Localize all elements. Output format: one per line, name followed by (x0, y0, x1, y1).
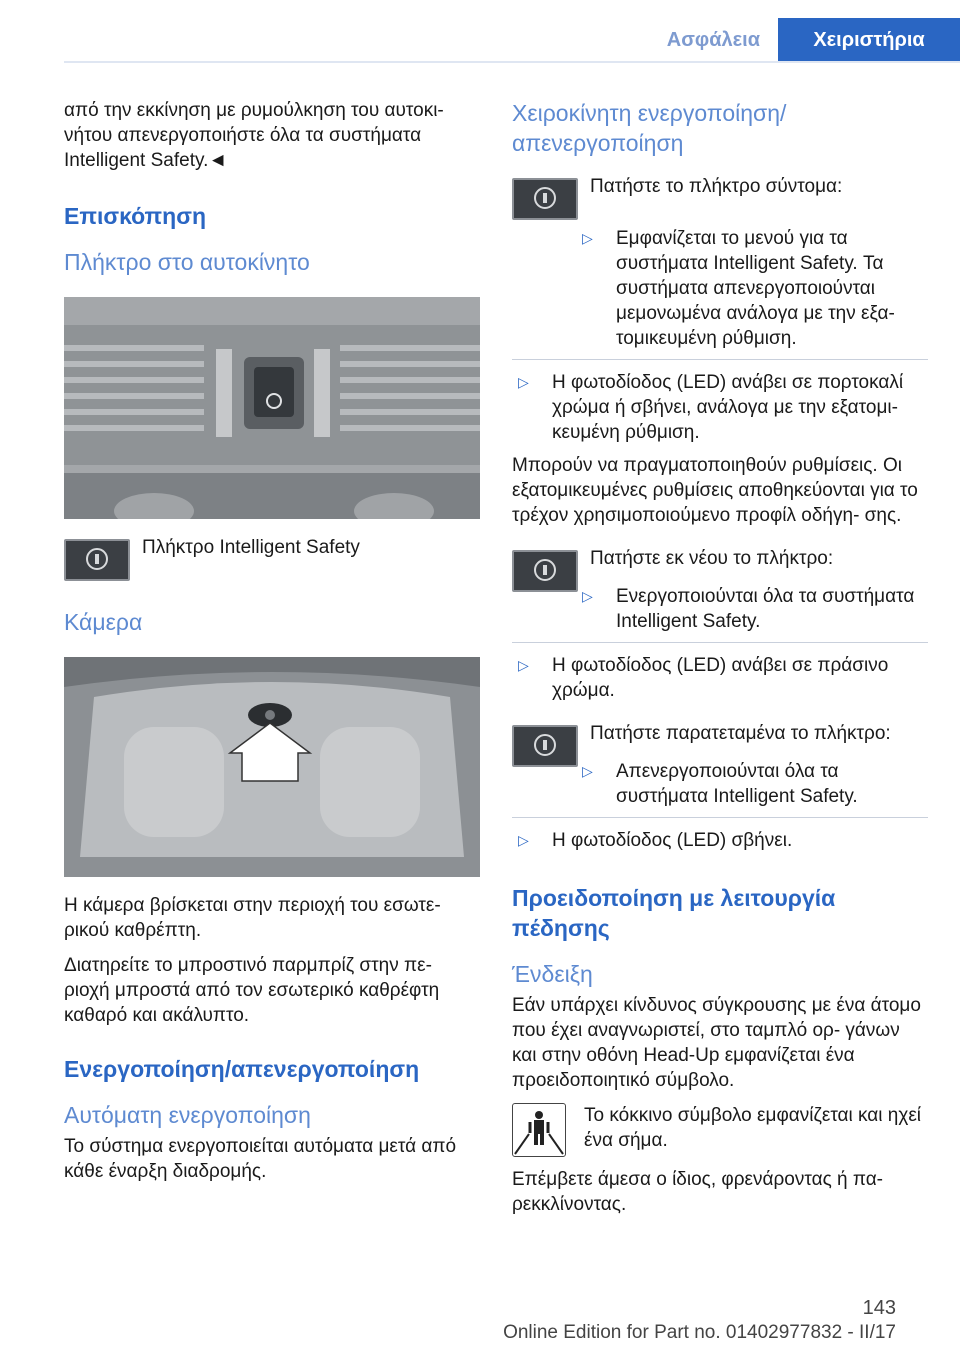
section-tabs (649, 18, 960, 62)
list-item: ▷ Η φωτοδίοδος (LED) σβήνει. (518, 830, 793, 851)
button-caption: Πλήκτρο Intelligent Safety (142, 537, 360, 558)
heading-brake-warning: Προειδοποίηση με λειτουργία πέδησης (512, 885, 836, 941)
list-item: ▷ Ενεργοποιούνται όλα τα συστήματα Intelligent Safety. (582, 586, 915, 632)
divider (512, 642, 928, 643)
press-short-list (576, 226, 928, 351)
camera-location-text: Η κάμερα βρίσκεται στην περιοχή του εσωτε‐ ρικού καθρέπτη. (64, 895, 441, 941)
bullet-triangle-icon: ▷ (518, 832, 529, 848)
intelligent-safety-button-icon (512, 178, 578, 220)
camera-clean-text: Διατηρείτε το μπροστινό παρμπρίζ στην πε‐ ριοχή μπροστά από τον εσωτερικό καθρέφτη καθαρό και ακάλυπτο. (64, 955, 440, 1026)
heading-manual-activation: Χειροκίνητη ενεργοποίηση/ απενεργοποίηση (512, 100, 787, 156)
heading-button-in-car: Πλήκτρο στο αυτοκίνητο (64, 249, 310, 275)
press-short-row (512, 174, 928, 220)
list-item: ▷ Η φωτοδίοδος (LED) ανάβει σε πράσινο χρώμα. (518, 655, 889, 701)
press-again-list (576, 584, 928, 634)
button-caption-row (64, 535, 480, 581)
press-long-list (576, 759, 928, 809)
list-item: ▷ Εμφανίζεται το μενού για τα συστήματα Intelligent Safety. Τα συστήματα απενεργοποιούνται μεμονωμένα ανάλογα με την εξα‐ τομικευμένη ρύθμιση. (582, 228, 895, 349)
red-symbol-text: Το κόκκινο σύμβολο εμφανίζεται και ηχεί ένα σήμα. (584, 1105, 922, 1151)
press-long-list-2 (512, 828, 928, 853)
press-long-text: Πατήστε παρατεταμένα το πλήκτρο: (590, 723, 891, 744)
left-column (64, 98, 480, 1194)
heading-display: Ένδειξη (512, 961, 593, 987)
auto-activation-text: Το σύστημα ενεργοποιείται αυτόματα μετά από κάθε έναρξη διαδρομής. (64, 1136, 457, 1182)
intro-paragraph: από την εκκίνηση με ρυμούλκηση του αυτοκι‐ νήτου απενεργοποιήστε όλα τα συστήματα Intelligent Safety.◄ (64, 100, 444, 171)
bullet-triangle-icon: ▷ (582, 588, 593, 604)
intelligent-safety-button-icon (512, 725, 578, 767)
bullet-triangle-icon: ▷ (518, 374, 529, 390)
heading-overview: Επισκόπηση (64, 203, 206, 229)
heading-activation: Ενεργοποίηση/απενεργοποίηση (64, 1056, 420, 1082)
red-symbol-row (512, 1103, 928, 1157)
right-column (512, 98, 928, 1227)
tab-safety[interactable]: Ασφάλεια (649, 18, 778, 62)
intelligent-safety-button-icon (512, 550, 578, 592)
bullet-triangle-icon: ▷ (582, 763, 593, 779)
header-rule (64, 61, 960, 63)
bullet-triangle-icon: ▷ (582, 230, 593, 246)
dashboard-button-photo (64, 297, 480, 519)
edition-text: Online Edition for Part no. 01402977832 - II/17 (503, 1322, 896, 1343)
divider (512, 817, 928, 818)
bullet-triangle-icon: ▷ (518, 657, 529, 673)
heading-auto-activation: Αυτόματη ενεργοποίηση (64, 1102, 311, 1128)
react-text: Επέμβετε άμεσα ο ίδιος, φρενάροντας ή πα‐ ρεκκλίνοντας. (512, 1169, 884, 1215)
tab-controls[interactable]: Χειριστήρια (778, 18, 960, 62)
press-again-list-2 (512, 653, 928, 703)
divider (512, 359, 928, 360)
page-footer (503, 1297, 896, 1344)
heading-camera: Κάμερα (64, 609, 143, 635)
page-number: 143 (862, 1297, 896, 1319)
press-short-list-2 (512, 370, 928, 445)
camera-location-photo (64, 657, 480, 877)
list-item: ▷ Απενεργοποιούνται όλα τα συστήματα Intelligent Safety. (582, 761, 858, 807)
pedestrian-warning-icon (512, 1103, 566, 1157)
display-text: Εάν υπάρχει κίνδυνος σύγκρουσης με ένα άτομο που έχει αναγνωριστεί, στο ταμπλό ορ‐ γάνων και στην οθόνη Head-Up εμφανίζεται ένα προειδοποιητικό σύμβολο. (512, 995, 921, 1091)
intelligent-safety-button-icon (64, 539, 130, 581)
press-again-text: Πατήστε εκ νέου το πλήκτρο: (590, 548, 834, 569)
settings-text: Μπορούν να πραγματοποιηθούν ρυθμίσεις. Οι εξατομικευμένες ρυθμίσεις αποθηκεύονται για το τρέχον χρησιμοποιούμενο προφίλ οδήγη‐ σης. (512, 455, 918, 526)
list-item: ▷ Η φωτοδίοδος (LED) ανάβει σε πορτοκαλί χρώμα ή σβήνει, ανάλογα με την εξατομι‐ κευμένη ρύθμιση. (518, 372, 904, 443)
press-short-text: Πατήστε το πλήκτρο σύντομα: (590, 176, 843, 197)
